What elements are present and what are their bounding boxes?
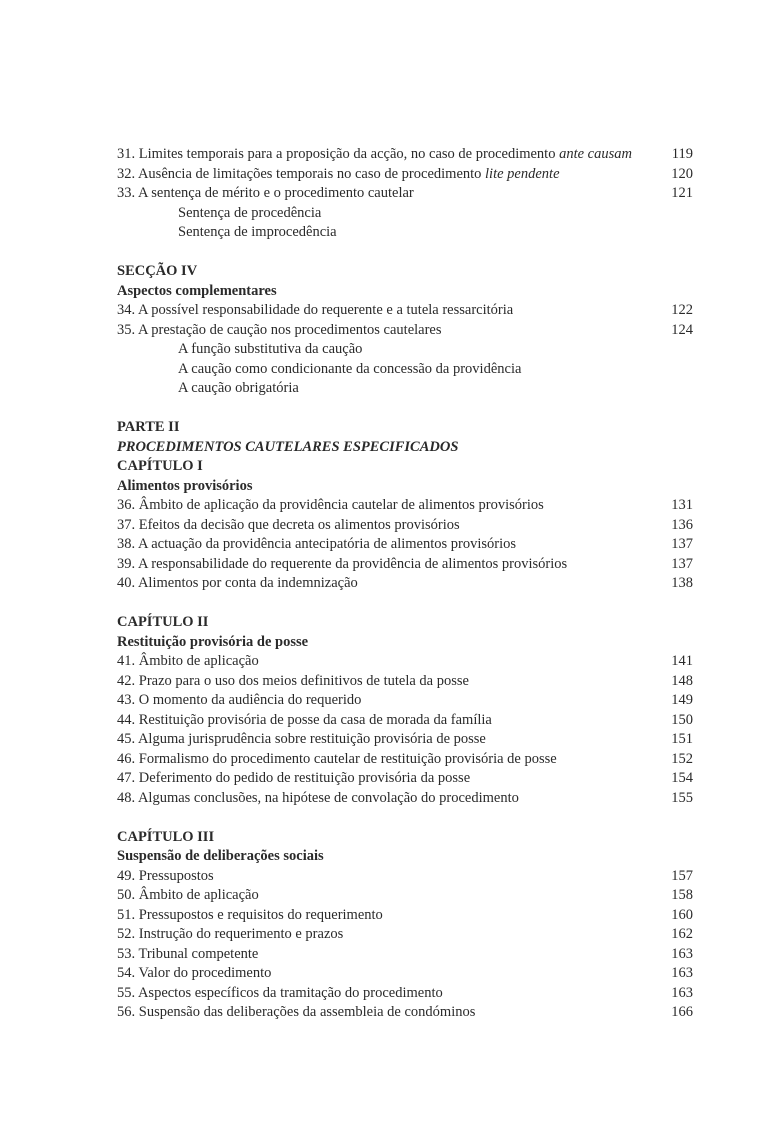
toc-entry [117, 496, 693, 516]
toc-subentry [117, 360, 693, 380]
toc-entry-title: 51. Pressupostos e requisitos do requerimento [117, 906, 383, 923]
spacer [117, 243, 693, 263]
toc-page-number: 119 [671, 146, 693, 162]
toc-entry-title: 55. Aspectos específicos da tramitação do procedimento [117, 984, 443, 1001]
toc-entry [117, 672, 693, 692]
toc-entry-title: 49. Pressupostos [117, 867, 214, 884]
toc-entry [117, 984, 693, 1004]
toc-entry-title: 52. Instrução do requerimento e prazos [117, 926, 344, 942]
toc-entry-title: 47. Deferimento do pedido de restituição provisória da posse [117, 770, 471, 786]
toc-entry-title: 42. Prazo para o uso dos meios definitivos de tutela da posse [117, 672, 469, 689]
toc-page-number: 152 [671, 750, 693, 767]
chapter-entries [117, 496, 693, 594]
toc-entry-title: 35. A prestação de caução nos procedimentos cautelares [117, 321, 442, 338]
toc-subentry [117, 379, 693, 399]
toc-entry-title: 36. Âmbito de aplicação da providência cautelar de alimentos provisórios [117, 497, 544, 513]
spacer [117, 808, 693, 828]
toc-entry-34 [117, 301, 693, 321]
toc-entry-title: 38. A actuação da providência antecipatória de alimentos provisórios [117, 536, 517, 552]
toc-entry-title: 45. Alguma jurisprudência sobre restituição provisória de posse [117, 731, 486, 747]
toc-entry [117, 867, 693, 887]
toc-entry-title [117, 145, 663, 165]
toc-page-number: 158 [671, 887, 693, 903]
toc-page-number: 163 [671, 984, 693, 1001]
toc-entry [117, 925, 693, 945]
toc-subentry-title: Sentença de procedência [178, 204, 322, 221]
toc-entry-title: 44. Restituição provisória de posse da casa de morada da família [117, 711, 492, 728]
toc-entry-title [117, 165, 663, 185]
toc-entry [117, 535, 693, 555]
toc-subentry-title: A caução obrigatória [178, 380, 299, 396]
part-title: PROCEDIMENTOS CAUTELARES ESPECIFICADOS [117, 438, 459, 455]
chapter-heading: CAPÍTULO III [117, 828, 215, 845]
toc-entry [117, 789, 693, 809]
toc-subentry-title: Sentença de improcedência [178, 224, 337, 240]
toc-entry [117, 711, 693, 731]
toc-page-number: 155 [671, 789, 693, 806]
toc-entry [117, 555, 693, 575]
toc-subentry [117, 223, 693, 243]
section-title: Aspectos complementares [117, 282, 277, 299]
chapter-title: Restituição provisória de posse [117, 633, 309, 650]
toc-subentry [117, 204, 693, 224]
toc-page-number: 124 [671, 321, 693, 338]
toc-entry [117, 750, 693, 770]
toc-page-number: 154 [671, 770, 693, 786]
toc-entry-33 [117, 184, 693, 204]
chapter-heading: CAPÍTULO I [117, 458, 203, 474]
toc-subentry-title: A caução como condicionante da concessão da providência [178, 360, 522, 377]
toc-entry-title: 46. Formalismo do procedimento cautelar de restituição provisória de posse [117, 750, 557, 767]
toc-page-number: 121 [671, 185, 693, 201]
toc-entry [117, 906, 693, 926]
toc-entry [117, 730, 693, 750]
chapter-title: Suspensão de deliberações sociais [117, 848, 324, 864]
toc-subentry-title: A função substitutiva da caução [178, 341, 363, 357]
toc-entry [117, 886, 693, 906]
toc-page-number: 137 [671, 555, 693, 572]
toc-page-number: 150 [671, 711, 693, 728]
toc-entry [117, 574, 693, 594]
toc-page-number: 166 [671, 1004, 693, 1020]
toc-entry-italic: ante causam [559, 146, 632, 162]
spacer [117, 399, 693, 419]
chapter-title: Alimentos provisórios [117, 477, 253, 494]
toc-entry-italic: lite pendente [485, 165, 560, 182]
toc-page-number: 163 [671, 965, 693, 981]
section-heading: SECÇÃO IV [117, 263, 198, 279]
toc-entry-title: 39. A responsabilidade do requerente da providência de alimentos provisórios [117, 555, 568, 572]
toc-entry [117, 1003, 693, 1023]
toc-entry-title: 53. Tribunal competente [117, 945, 259, 962]
toc-entry-title: 33. A sentença de mérito e o procedimento cautelar [117, 185, 414, 201]
table-of-contents [117, 145, 693, 1023]
toc-page-number: 136 [671, 516, 693, 533]
toc-entry [117, 516, 693, 536]
toc-page-number: 151 [671, 731, 693, 747]
toc-page-number: 160 [671, 906, 693, 923]
toc-entry-title: 37. Efeitos da decisão que decreta os alimentos provisórios [117, 516, 460, 533]
toc-entry [117, 769, 693, 789]
toc-page-number: 122 [671, 302, 693, 318]
toc-entry-title: 40. Alimentos por conta da indemnização [117, 575, 358, 591]
part-heading: PARTE II [117, 419, 180, 435]
chapter-entries [117, 652, 693, 808]
toc-entry-title: 34. A possível responsabilidade do requerente e a tutela ressarcitória [117, 302, 514, 318]
toc-entry-title: 48. Algumas conclusões, na hipótese de convolação do procedimento [117, 789, 519, 806]
toc-subentry [117, 340, 693, 360]
toc-entry-text: 32. Ausência de limitações temporais no caso de procedimento [117, 165, 486, 182]
toc-entry-title: 41. Âmbito de aplicação [117, 653, 259, 669]
toc-page-number: 120 [671, 165, 693, 182]
toc-entry-32 [117, 165, 693, 185]
toc-page-number: 137 [671, 536, 693, 552]
toc-entry-text: 31. Limites temporais para a proposição da acção, no caso de procedimento [117, 146, 560, 162]
toc-page-number: 163 [671, 945, 693, 962]
toc-page-number: 148 [671, 672, 693, 689]
toc-page-number: 149 [671, 692, 693, 708]
toc-entry [117, 945, 693, 965]
toc-page-number: 131 [671, 497, 693, 513]
toc-page-number: 162 [671, 926, 693, 942]
toc-entry [117, 652, 693, 672]
toc-entry-title: 43. O momento da audiência do requerido [117, 692, 362, 708]
toc-page-number: 141 [671, 653, 693, 669]
toc-page-number: 157 [671, 867, 693, 884]
toc-entry-title: 50. Âmbito de aplicação [117, 887, 259, 903]
chapter-entries [117, 867, 693, 1023]
chapter-heading: CAPÍTULO II [117, 614, 209, 630]
toc-entry-31 [117, 145, 693, 165]
toc-entry-title: 54. Valor do procedimento [117, 965, 272, 981]
toc-entry [117, 964, 693, 984]
spacer [117, 594, 693, 614]
toc-entry [117, 691, 693, 711]
toc-entry-title: 56. Suspensão das deliberações da assembleia de condóminos [117, 1004, 476, 1020]
toc-page-number: 138 [671, 575, 693, 591]
toc-entry-35 [117, 321, 693, 341]
